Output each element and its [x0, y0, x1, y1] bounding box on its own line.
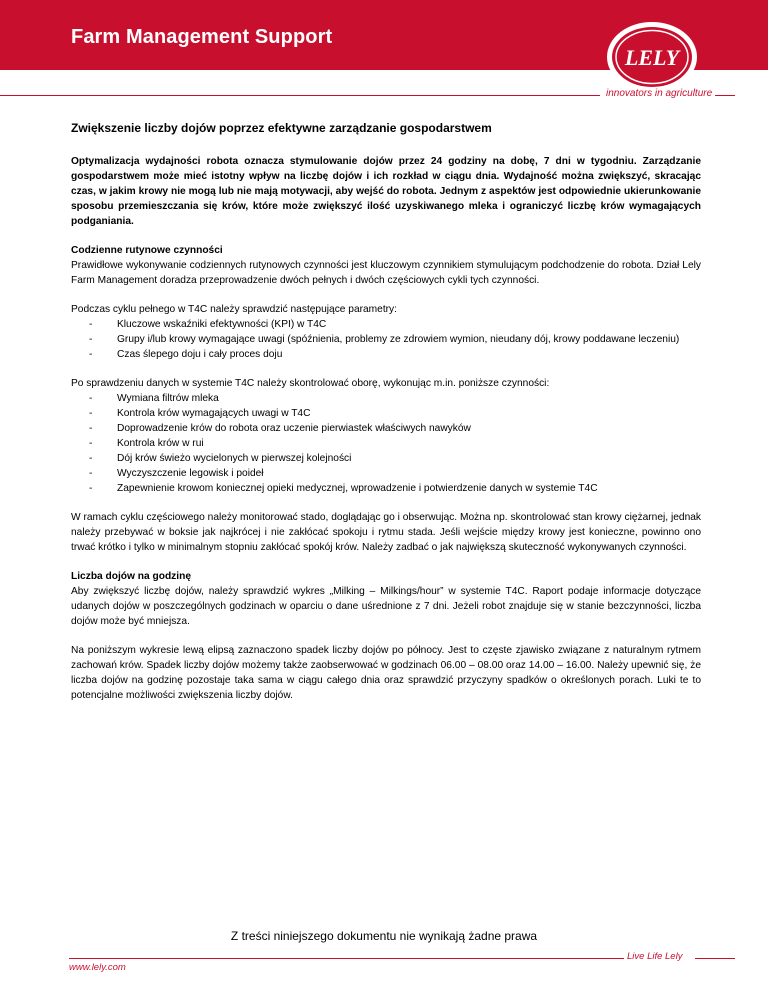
header-title: Farm Management Support	[71, 26, 333, 48]
list-item: - Kluczowe wskaźniki efektywności (KPI) w T4C	[89, 319, 327, 330]
logo-text: LELY	[624, 45, 680, 70]
footer-website-link[interactable]: www.lely.com	[69, 962, 126, 973]
list-item: - Grupy i/lub krowy wymagające uwagi (spóźnienia, problemy ze zdrowiem wymion, nieudany dój, krowy poddawane leczeniu)	[89, 334, 680, 345]
list-item: - Dój krów świeżo wycielonych w pierwszej kolejności	[89, 453, 352, 464]
footer-divider-right	[695, 958, 735, 959]
full-cycle-lead: Podczas cyklu pełnego w T4C należy sprawdzić następujące parametry:	[71, 304, 397, 315]
full-cycle-list	[71, 317, 701, 362]
footer-divider-left	[69, 958, 624, 959]
footer-slogan: Live Life Lely	[624, 951, 685, 962]
partial-cycle-paragraph: W ramach cyklu częściowego należy monitorować stado, doglądając go i obserwując. Można np. skontrolować stan krowy ciężarnej, jednak należy przebywać w boksie jak najkrócej i nie zakłócać spokoju i rytmu stada. Jeśli wejście między krowy jest konieczne, powinno ono trwać krótko i tylko w minimalnym stopniu zakłócać spokój krów. Należy zadbać o jak największą skuteczność wykonywanych czynności.	[71, 512, 701, 553]
section-heading: Codzienne rutynowe czynności	[71, 245, 223, 256]
footer-disclaimer: Z treści niniejszego dokumentu nie wynikają żadne prawa	[230, 929, 538, 943]
after-check-list	[71, 391, 701, 496]
document-title: Zwiększenie liczby dojów poprzez efektywne zarządzanie gospodarstwem	[71, 121, 492, 135]
document-body	[71, 120, 701, 717]
after-check-lead: Po sprawdzeniu danych w systemie T4C należy skontrolować oborę, wykonując m.in. poniższe czynności:	[71, 378, 550, 389]
list-item: - Kontrola krów wymagających uwagi w T4C	[89, 408, 311, 419]
intro-paragraph: Optymalizacja wydajności robota oznacza stymulowanie dojów przez 24 godziny na dobę, 7 dni w tygodniu. Zarządzanie gospodarstwem może mieć istotny wpływ na liczbę dojów i ich rozkład w ciągu dnia. Wydajność można zwiększyć, skracając czas, w jakim krowy nie mogą lub nie mają motywacji, aby wejść do robota. Jednym z aspektów jest odpowiednie ukierunkowanie sposobu przemieszczania się krów, które może zwiększyć ilość uzyskiwanego mleka i ograniczyć liczbę krów wymagających podganiania.	[71, 156, 701, 227]
section-text: Aby zwiększyć liczbę dojów, należy sprawdzić wykres „Milking – Milkings/hour” w systemie T4C. Raport podaje informacje dotyczące udanych dojów w poszczególnych godzinach w oparciu o dane uśrednione z 7 dni. Jeżeli robot znajduje się w stanie bezczynności, liczba dojów może być mniejsza.	[71, 586, 701, 627]
list-item: - Doprowadzenie krów do robota oraz uczenie pierwiastek właściwych nawyków	[89, 423, 471, 434]
list-item: - Czas ślepego doju i cały proces doju	[89, 349, 283, 360]
list-item: - Kontrola krów w rui	[89, 438, 204, 449]
section-daily-routine	[71, 243, 701, 288]
section-milkings-per-hour	[71, 569, 701, 629]
list-item: - Zapewnienie krowom koniecznej opieki medycznej, wprowadzenie i potwierdzenie danych w systemie T4C	[89, 483, 598, 494]
section-text: Prawidłowe wykonywanie codziennych rutynowych czynności jest kluczowym czynnikiem stymulującym podchodzenie do robota. Dział Lely Farm Management doradza przeprowadzenie dwóch pełnych i dwóch częściowych cykli tych czynności.	[71, 260, 701, 286]
section-heading: Liczba dojów na godzinę	[71, 571, 191, 582]
closing-paragraph: Na poniższym wykresie lewą elipsą zaznaczono spadek liczby dojów po północy. Jest to częste zjawisko związane z naturalnym rytmem zachowań krów. Spadek liczby dojów możemy także zaobserwować w godzinach 06.00 – 08.00 oraz 14.00 – 16.00. Należy upewnić się, że liczba dojów na godzinę pozostaje taka sama w ciągu całego dnia oraz sprawdzić przyczyny spadków o określonych porach. Luki te to potencjalne możliwości zwiększenia liczby dojów.	[71, 645, 701, 701]
lely-logo	[605, 20, 699, 94]
list-item: - Wymiana filtrów mleka	[89, 393, 219, 404]
tagline: innovators in agriculture	[603, 88, 715, 99]
list-item: - Wyczyszczenie legowisk i poideł	[89, 468, 264, 479]
tagline-divider-left	[0, 95, 600, 96]
